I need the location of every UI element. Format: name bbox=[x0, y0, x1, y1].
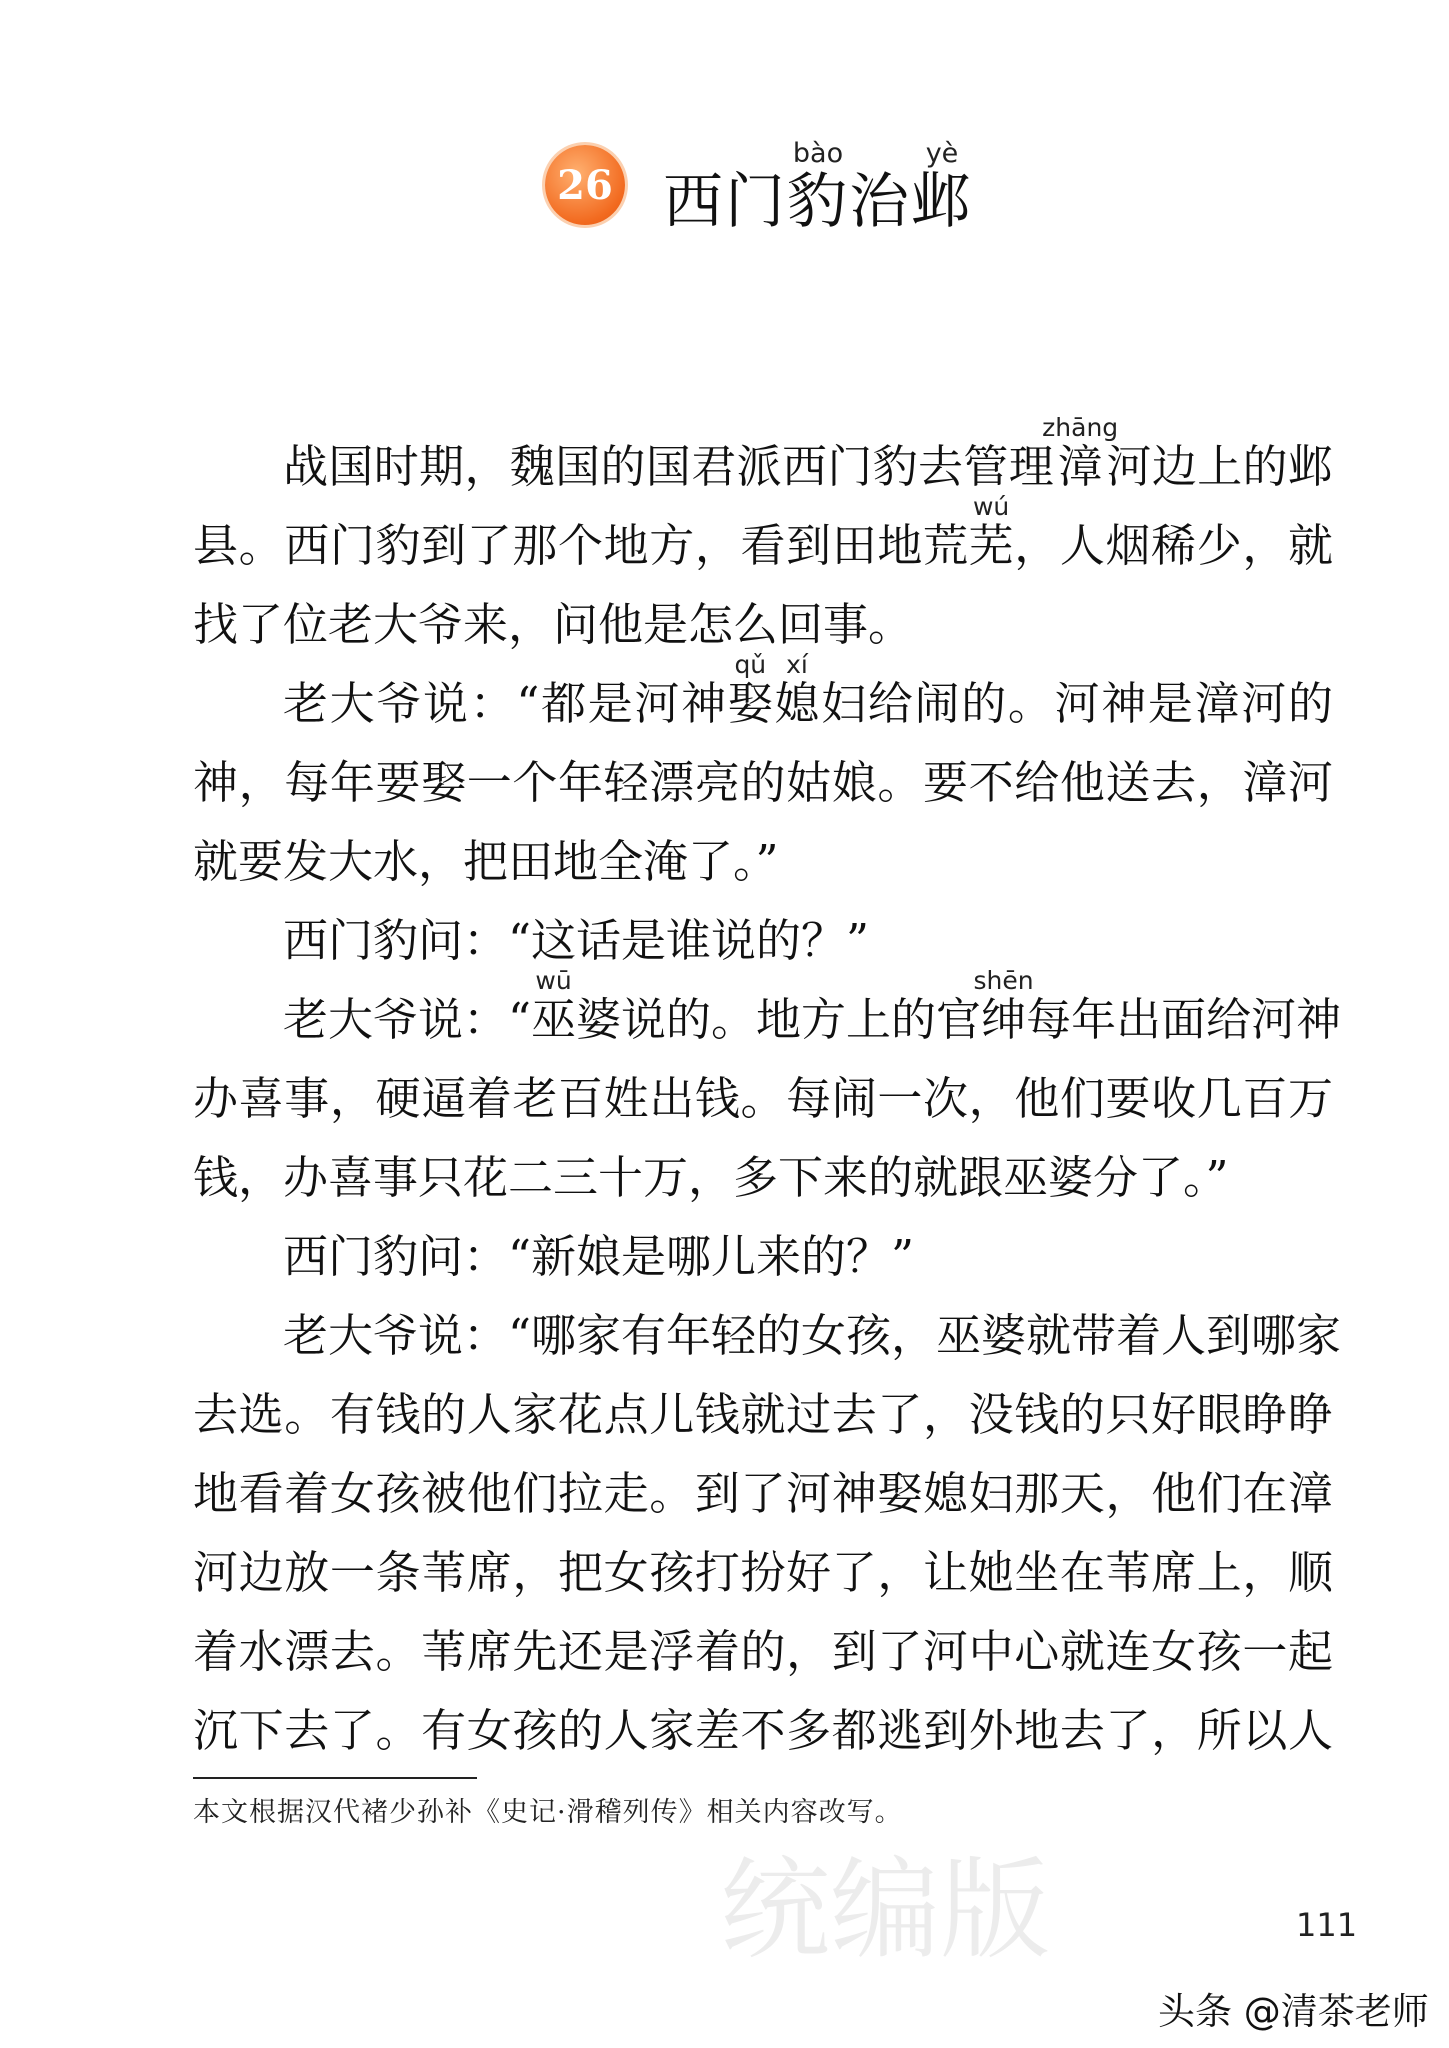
text-line bbox=[193, 1126, 1333, 1205]
text-run: 县。西门豹到了那个地方，看到田地荒 bbox=[193, 519, 969, 572]
text-run: 每年出面给河神 bbox=[1026, 993, 1342, 1046]
text-run: 河边放一条苇席，把女孩打扮好了，让她坐在苇席上，顺 bbox=[193, 1546, 1333, 1599]
lesson-header bbox=[545, 120, 973, 250]
annotated-character bbox=[1042, 413, 1119, 493]
character: 媳 bbox=[774, 677, 822, 730]
text-line bbox=[193, 1442, 1333, 1521]
text-run: 沉下去了。有女孩的人家差不多都逃到外地去了，所以人 bbox=[193, 1704, 1333, 1757]
text-run: 去选。有钱的人家花点儿钱就过去了，没钱的只好眼睁睁 bbox=[193, 1388, 1333, 1441]
character: 娶 bbox=[727, 677, 775, 730]
edition-watermark: 统编版 bbox=[720, 1846, 1050, 1974]
pinyin: qǔ bbox=[727, 650, 773, 679]
annotated-character bbox=[968, 492, 1015, 572]
pinyin: shēn bbox=[973, 966, 1034, 995]
text-line bbox=[193, 1047, 1333, 1126]
text-line bbox=[193, 494, 1333, 573]
text-line bbox=[193, 889, 1333, 968]
text-run: 妇给闹的。河神是漳河的 bbox=[821, 677, 1333, 730]
text-line bbox=[193, 1521, 1333, 1600]
text-line bbox=[193, 415, 1333, 494]
text-line bbox=[193, 1205, 1333, 1284]
pinyin: xí bbox=[774, 650, 820, 679]
text-run: 办喜事，硬逼着老百姓出钱。每闹一次，他们要收几百万 bbox=[193, 1072, 1333, 1125]
text-run: 老大爷说：“ bbox=[283, 993, 532, 1046]
text-line bbox=[193, 1600, 1333, 1679]
pinyin: wū bbox=[531, 966, 577, 995]
pinyin: zhāng bbox=[1042, 413, 1119, 442]
text-run: 地看着女孩被他们拉走。到了河神娶媳妇那天，他们在漳 bbox=[193, 1467, 1333, 1520]
character: 绅 bbox=[973, 993, 1034, 1046]
character: 漳 bbox=[1042, 440, 1119, 493]
annotated-character bbox=[787, 138, 849, 237]
annotated-character bbox=[774, 650, 822, 730]
annotated-character bbox=[973, 966, 1034, 1046]
text-run: 老大爷说：“哪家有年轻的女孩，巫婆就带着人到哪家 bbox=[283, 1309, 1342, 1362]
text-line bbox=[193, 966, 1342, 1047]
text-run: 西门豹问：“新娘是哪儿来的？” bbox=[283, 1230, 915, 1283]
text-run: 钱，办喜事只花二三十万，多下来的就跟巫婆分了。” bbox=[193, 1151, 1229, 1204]
text-line bbox=[193, 731, 1333, 810]
text-line bbox=[193, 1679, 1333, 1758]
text-run: 神，每年要娶一个年轻漂亮的姑娘。要不给他送去，漳河 bbox=[193, 756, 1333, 809]
source-watermark: 头条 @清茶老师 bbox=[1158, 1990, 1429, 2033]
text-run: 老大爷说：“都是河神 bbox=[283, 677, 728, 730]
footnote: 本文根据汉代褚少孙补《史记·滑稽列传》相关内容改写。 bbox=[193, 1797, 903, 1828]
text-run: 找了位老大爷来，问他是怎么回事。 bbox=[193, 598, 914, 651]
annotated-character bbox=[727, 650, 775, 730]
text-run: 战国时期，魏国的国君派西门豹去管理 bbox=[283, 440, 1055, 493]
lesson-body bbox=[193, 413, 1342, 1758]
character: 芜 bbox=[968, 519, 1015, 572]
text-line bbox=[193, 573, 1333, 652]
text-run: ，人烟稀少，就 bbox=[1014, 519, 1333, 572]
pinyin: bào bbox=[787, 138, 849, 169]
text-run: 西门 bbox=[663, 167, 787, 237]
text-line bbox=[193, 810, 1333, 889]
text-line bbox=[193, 1284, 1342, 1363]
footnote-divider bbox=[193, 1777, 477, 1779]
text-run: 治 bbox=[849, 167, 911, 237]
pinyin: wú bbox=[968, 492, 1014, 521]
lesson-title bbox=[663, 133, 973, 237]
text-run: 河边上的邺 bbox=[1106, 440, 1333, 493]
text-run: 着水漂去。苇席先还是浮着的，到了河中心就连女孩一起 bbox=[193, 1625, 1333, 1678]
lesson-number-badge: 26 bbox=[545, 145, 625, 225]
text-line bbox=[193, 652, 1333, 731]
annotated-character bbox=[531, 966, 577, 1046]
page-number: 111 bbox=[1296, 1906, 1358, 1944]
character: 邺 bbox=[911, 167, 973, 237]
character: 豹 bbox=[787, 167, 849, 237]
text-run: 西门豹问：“这话是谁说的？” bbox=[283, 914, 870, 967]
pinyin: yè bbox=[911, 138, 973, 169]
text-line bbox=[193, 1363, 1333, 1442]
annotated-character bbox=[911, 138, 973, 237]
text-run: 就要发大水，把田地全淹了。” bbox=[193, 835, 779, 888]
text-run: 婆说的。地方上的官 bbox=[576, 993, 982, 1046]
character: 巫 bbox=[531, 993, 577, 1046]
